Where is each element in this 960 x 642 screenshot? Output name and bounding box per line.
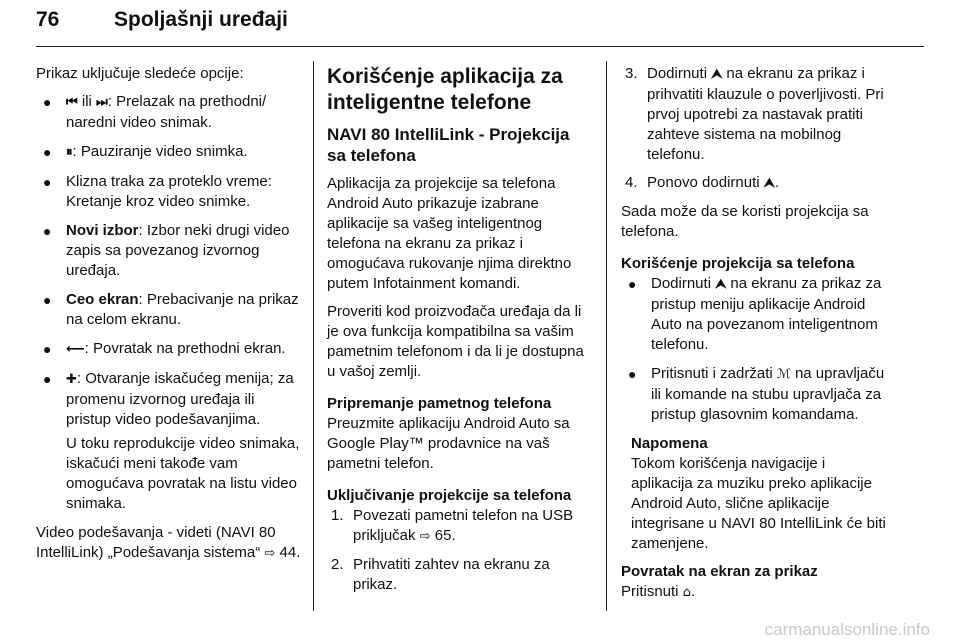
paragraph: Preuzmite aplikaciju Android Auto sa Google Play™ prodavnice na vaš pametni telefon.	[327, 415, 570, 472]
list-item: ● Dodirnuti ⮝ na ekranu za prikaz za pristup meniju aplikacije Android Auto na povezanom inteligentnom telefonu.	[628, 275, 882, 353]
list-item: ● ⏮ ili ⏭: Prelazak na prethodni/ naredni video snimak.	[43, 93, 267, 131]
pause-icon: ⏸	[66, 145, 73, 160]
column-1	[36, 64, 302, 572]
bullet-icon: ●	[43, 174, 52, 190]
list-item: 4. Ponovo dodirnuti ⮝.	[625, 174, 779, 191]
plus-icon: ✚	[66, 372, 77, 387]
list-item: ● Novi izbor: Izbor neki drugi video zapis sa povezanog izvornog uređaja.	[43, 222, 290, 279]
subsection-heading: NAVI 80 IntelliLink - Projekcija sa telefona	[327, 125, 570, 165]
projection-icon: ⮝	[715, 277, 727, 292]
sub-heading: Povratak na ekran za prikaz	[621, 563, 818, 580]
header-rule	[36, 46, 924, 47]
bullet-icon: ●	[43, 144, 52, 160]
sub-heading: Korišćenje projekcija sa telefona	[621, 255, 855, 272]
bullet-icon: ●	[43, 223, 52, 239]
skip-back-icon: ⏮	[66, 95, 78, 110]
sub-heading: Uključivanje projekcije sa telefona	[327, 487, 572, 504]
paragraph: Sada može da se koristi projekcija sa telefona.	[621, 203, 869, 240]
paragraph: Aplikacija za projekcije sa telefona Android Auto prikazuje izabrane aplikacije sa vašeg inteligentnog telefona na ekranu za prikaz i omogućava rukovanje njima direktno putem Infotainment komandi.	[327, 175, 572, 292]
list-item: 1. Povezati pametni telefon na USB priključak ⇨ 65.	[331, 507, 574, 544]
intro-text: Prikaz uključuje sledeće opcije:	[36, 65, 244, 82]
list-item: 3. Dodirnuti ⮝ na ekranu za prikaz i prihvatiti klauzule o poverljivosti. Pri prvoj upotrebi za nastavak pratiti zahteve sistema na mobilnog telefonu.	[625, 65, 884, 163]
voice-control-icon: ℳ	[776, 367, 791, 382]
home-icon: ⌂	[682, 585, 691, 600]
bullet-icon: ●	[628, 366, 637, 382]
bullet-icon: ●	[43, 292, 52, 308]
bullet-icon: ●	[43, 94, 52, 110]
usage-list	[621, 274, 889, 425]
list-item: ● Ceo ekran: Prebacivanje na prikaz na celom ekranu.	[43, 291, 299, 328]
skip-forward-icon: ⏭	[96, 95, 108, 110]
list-item: ● Pritisnuti i zadržati ℳ na upravljaču ili komande na stubu upravljača za pristup glasovnim komandama.	[628, 365, 885, 423]
page-ref-icon: ⇨	[264, 546, 276, 561]
column-3	[621, 64, 889, 611]
steps-list	[327, 506, 593, 595]
note-text: Tokom korišćenja navigacije i aplikacija za muziku preko aplikacije Android Auto, slične aplikacije integrisane u NAVI 80 IntelliLink će biti zamenjene.	[631, 455, 886, 552]
steps-list	[621, 64, 889, 194]
paragraph: Proveriti kod proizvođača uređaja da li je ova funkcija kompatibilna sa vašim pametnim telefonom i da li je dostupna u vašoj zemlji.	[327, 303, 584, 380]
note-title: Napomena	[631, 435, 708, 452]
bullet-icon: ●	[43, 341, 52, 357]
list-item: ● Klizna traka za proteklo vreme: Kretanje kroz video snimke.	[43, 173, 272, 210]
step-number: 2.	[331, 556, 344, 573]
step-number: 3.	[625, 65, 638, 82]
page-title: Spoljašnji uređaji	[114, 8, 288, 31]
watermark: carmanualsonline.info	[764, 620, 930, 639]
bullet-icon: ●	[43, 371, 52, 387]
bullet-icon: ●	[628, 276, 637, 292]
step-number: 1.	[331, 507, 344, 524]
list-item: 2. Prihvatiti zahtev na ekranu za prikaz.	[331, 556, 550, 593]
list-item: ● ⟵: Povratak na prethodni ekran.	[43, 340, 286, 357]
sub-heading: Pripremanje pametnog telefona	[327, 395, 552, 412]
back-arrow-icon: ⟵	[66, 342, 85, 357]
step-number: 4.	[625, 174, 638, 191]
column-divider	[606, 61, 607, 611]
list-item: ● ✚: Otvaranje iskačućeg menija; za promenu izvornog uređaja ili pristup video podešavanjima. U toku reprodukcije video snimaka, iskačući meni takođe vam omogućava povratak na listu video snimaka.	[36, 369, 302, 514]
sub-paragraph: U toku reprodukcije video snimaka, iskačući meni takođe vam omogućava povratak na listu video snimaka.	[66, 435, 300, 512]
column-2	[327, 64, 593, 603]
page-ref-icon: ⇨	[419, 529, 431, 544]
video-settings-ref: Video podešavanja - videti (NAVI 80 IntelliLink) „Podešavanja sistema“ ⇨ 44.	[36, 524, 301, 561]
page-header	[36, 8, 924, 42]
options-list	[36, 92, 302, 514]
list-item: ● ⏸: Pauziranje video snimka.	[43, 143, 248, 160]
note-box	[631, 434, 889, 554]
section-heading: Korišćenje aplikacija za inteligentne telefone	[327, 65, 563, 114]
page-number: 76	[36, 8, 60, 31]
column-divider	[313, 61, 314, 611]
projection-icon: ⮝	[763, 176, 775, 191]
paragraph: Pritisnuti ⌂.	[621, 583, 696, 600]
projection-icon: ⮝	[711, 67, 723, 82]
